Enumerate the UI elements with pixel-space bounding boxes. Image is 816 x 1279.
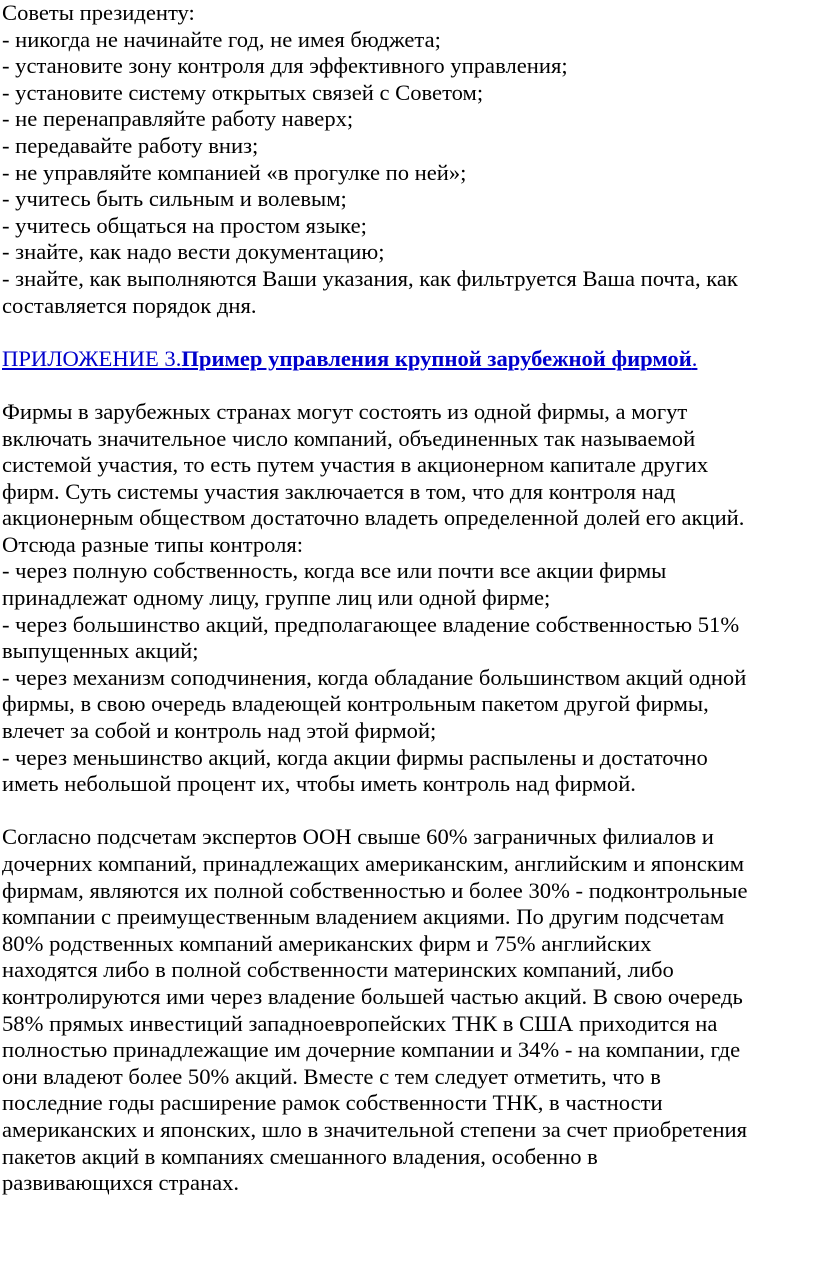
text-line: 80% родственных компаний американских фирм и 75% английских	[2, 930, 652, 956]
advice-section	[2, 0, 814, 319]
advice-item: - не управляйте компанией «в прогулке по ней»;	[2, 159, 467, 185]
text-line: включать значительное число компаний, объединенных так называемой	[2, 425, 696, 451]
advice-item: - никогда не начинайте год, не имея бюджета;	[2, 26, 441, 52]
paragraph-gap	[2, 798, 814, 825]
appendix-link[interactable]	[2, 346, 697, 371]
advice-title: Советы президенту:	[2, 0, 195, 25]
text-line: полностью принадлежащие им дочерние компании и 34% - на компании, где	[2, 1037, 741, 1063]
advice-item: - не перенаправляйте работу наверх;	[2, 106, 354, 132]
text-line: фирм. Суть системы участия заключается в том, что для контроля над	[2, 478, 676, 504]
advice-item: - установите систему открытых связей с Советом;	[2, 79, 484, 105]
paragraph-un-estimates	[2, 824, 814, 1196]
text-line: - через полную собственность, когда все или почти все акции фирмы	[2, 558, 667, 584]
text-line: фирмам, являются их полной собственностью и более 30% - подконтрольные	[2, 877, 748, 903]
text-line: американских и японских, шло в значительной степени за счет приобретения	[2, 1116, 748, 1142]
paragraph-participation-system	[2, 399, 814, 798]
text-line: компании с преимущественным владением акциями. По другим подсчетам	[2, 904, 725, 930]
appendix-prefix: ПРИЛОЖЕНИЕ 3.	[2, 345, 182, 371]
text-line: влечет за собой и контроль над этой фирмой;	[2, 718, 437, 744]
text-line: - через механизм соподчинения, когда обладание большинством акций одной	[2, 664, 747, 690]
text-line: выпущенных акций;	[2, 638, 199, 664]
text-line: контролируются ими через владение большей частью акций. В свою очередь	[2, 983, 743, 1009]
text-line: они владеют более 50% акций. Вместе с тем следует отметить, что в	[2, 1063, 661, 1089]
advice-item: - знайте, как надо вести документацию;	[2, 239, 385, 265]
text-line: - через меньшинство акций, когда акции фирмы распылены и достаточно	[2, 744, 708, 770]
advice-item: - учитесь общаться на простом языке;	[2, 212, 367, 238]
text-line: иметь небольшой процент их, чтобы иметь контроль над фирмой.	[2, 771, 636, 797]
text-line: дочерних компаний, принадлежащих американским, английским и японским	[2, 851, 745, 876]
text-line: - через большинство акций, предполагающее владение собственностью 51%	[2, 611, 740, 637]
advice-item: - установите зону контроля для эффективного управления;	[2, 53, 568, 79]
advice-item: - знайте, как выполняются Ваши указания, как фильтруется Ваша почта, как	[2, 265, 738, 291]
text-line: 58% прямых инвестиций западноевропейских ТНК в США приходится на	[2, 1010, 718, 1036]
text-line: Фирмы в зарубежных странах могут состоять из одной фирмы, а могут	[2, 398, 688, 424]
text-line: Согласно подсчетам экспертов ООН свыше 60% заграничных филиалов и	[2, 824, 714, 850]
appendix-suffix: .	[691, 345, 698, 371]
text-line: фирмы, в свою очередь владеющей контрольным пакетом другой фирмы,	[2, 691, 709, 717]
text-line: развивающихся странах.	[2, 1170, 240, 1196]
text-line: последние годы расширение рамок собственности ТНК, в частности	[2, 1090, 663, 1116]
text-line: Отсюда разные типы контроля:	[2, 531, 304, 557]
document-body	[2, 0, 814, 1197]
paragraph-gap	[2, 372, 814, 399]
text-line: акционерным обществом достаточно владеть определенной долей его акций.	[2, 505, 745, 531]
advice-item: - учитесь быть сильным и волевым;	[2, 186, 347, 212]
text-line: пакетов акций в компаниях смешанного владения, особенно в	[2, 1143, 598, 1169]
text-line: принадлежат одному лицу, группе лиц или одной фирме;	[2, 585, 551, 611]
advice-item-continuation: составляется порядок дня.	[2, 292, 257, 318]
appendix-heading[interactable]	[2, 346, 814, 373]
text-line: системой участия, то есть путем участия в акционерном капитале других	[2, 452, 709, 478]
paragraph-gap	[2, 319, 814, 346]
appendix-title: Пример управления крупной зарубежной фирмой	[181, 345, 692, 371]
text-line: находятся либо в полной собственности материнских компаний, либо	[2, 957, 674, 983]
advice-item: - передавайте работу вниз;	[2, 132, 259, 158]
